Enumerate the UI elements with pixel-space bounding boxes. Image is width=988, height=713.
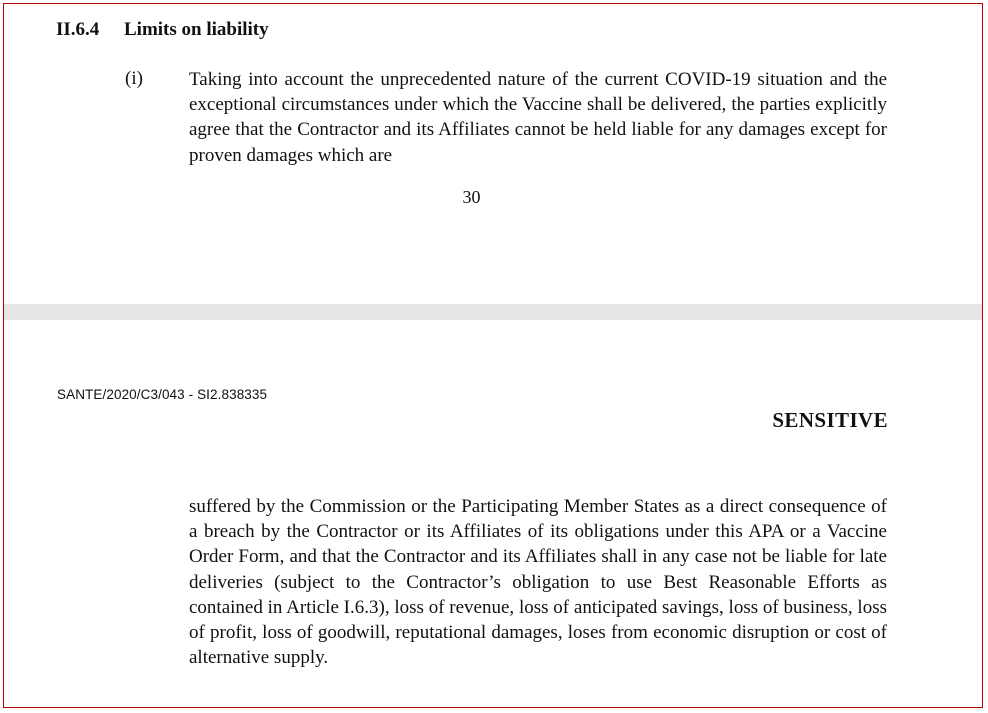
clause-paragraph-part-1: Taking into account the unprecedented nature of the current COVID-19 situation and the exceptional circumstances under which the Vaccine shall be delivered, the parties explicitly agree that the Contractor and its Affiliates cannot be held liable for any damages except for proven damages which are	[189, 69, 887, 166]
document-reference: SANTE/2020/C3/043 - SI2.838335	[57, 387, 268, 402]
page-31	[4, 320, 982, 708]
section-number: II.6.4	[56, 19, 100, 40]
clause-paragraph-part-2: suffered by the Commission or the Participating Member States as a direct consequence of a breach by the Contractor or its Affiliates of its obligations under this APA or a Vaccine Order Form, and that the Contractor and its Affiliates shall in any case not be liable for late deliveries (subject to the Contractor’s obligation to use Best Reasonable Efforts as contained in Article I.6.3), loss of revenue, loss of anticipated savings, loss of business, loss of profit, loss of goodwill, reputational damages, loses from economic disruption or cost of alternative supply.	[189, 496, 887, 669]
sensitivity-label: SENSITIVE	[772, 408, 888, 432]
document-viewer	[3, 3, 983, 708]
section-heading	[56, 19, 269, 41]
page-number: 30	[462, 187, 481, 207]
page-separator	[4, 304, 982, 320]
list-item-marker: (i)	[125, 68, 143, 89]
page-30	[4, 4, 982, 304]
section-title: Limits on liability	[124, 19, 269, 40]
